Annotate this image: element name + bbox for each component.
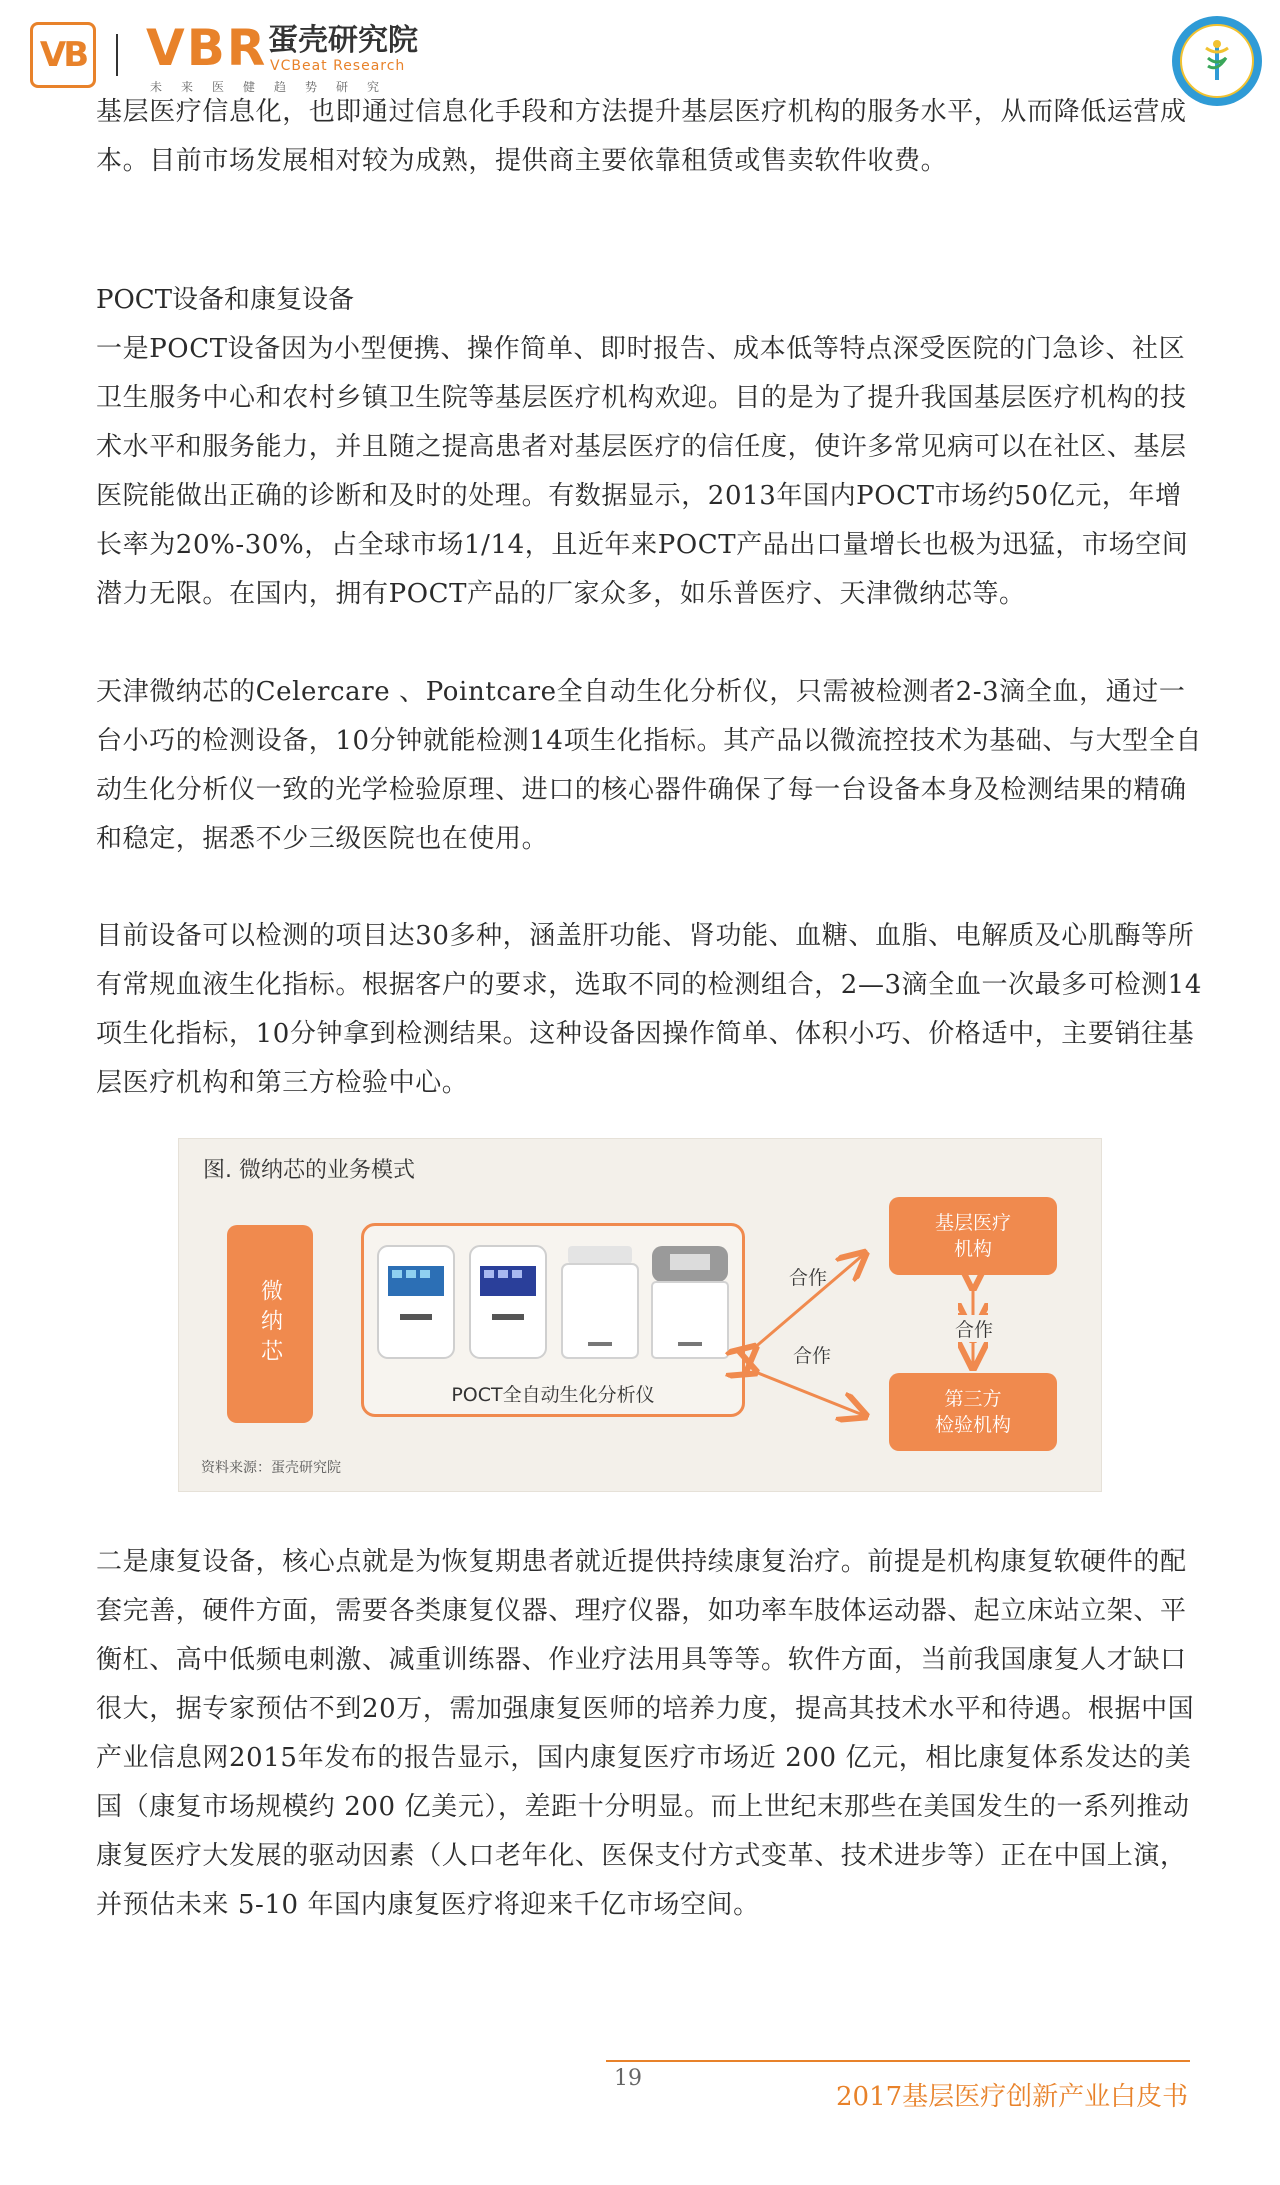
paragraph-poct: 一是POCT设备因为小型便携、操作简单、即时报告、成本低等特点深受医院的门急诊、社区卫生服务中心和农村乡镇卫生院等基层医疗机构欢迎。目的是为了提升我国基层医疗机构的技术水平和服务能力，并且随之提高患者对基层医疗的信任度，使许多常见病可以在社区、基层医院能做出正确的诊断和及时的处理。有数据显示，2013年国内POCT市场约50亿元，年增长率为20%-30%，占全球市场1/14，且近年来POCT产品出口量增长也极为迅猛，市场空间潜力无限。在国内，拥有POCT产品的厂家众多，如乐普医疗、天津微纳芯等。 bbox=[96, 334, 1189, 609]
arrow-label-top: 合作 bbox=[789, 1267, 828, 1289]
figure-title: 图. 微纳芯的业务模式 bbox=[203, 1158, 415, 1183]
primary-care-institution-box bbox=[889, 1197, 1057, 1275]
figure-source: 资料来源：蛋壳研究院 bbox=[201, 1460, 341, 1476]
brand-name-en: VCBeat Research bbox=[270, 58, 406, 74]
paragraph-rehabilitation: 二是康复设备，核心点就是为恢复期患者就近提供持续康复治疗。前提是机构康复软硬件的配套完善，硬件方面，需要各类康复仪器、理疗仪器，如功率车肢体运动器、起立床站立架、平衡杠、高中低频电刺激、减重训练器、作业疗法用具等等。软件方面，当前我国康复人才缺口很大，据专家预估不到20万，需加强康复医师的培养力度，提高其技术水平和待遇。根据中国产业信息网2015年发布的报告显示，国内康复医疗市场近 200 亿元，相比康复体系发达的美国（康复市场规模约 200 亿美元），差距十分明显。而上世纪末那些在美国发生的一系列推动康复医疗大发展的驱动因素（人口老年化、医保支付方式变革、技术进步等）正在中国上演，并预估未来 5-10 年国内康复医疗将迎来千亿市场空间。 bbox=[96, 1547, 1195, 1920]
paragraph-weinaxin: 天津微纳芯的Celercare 、Pointcare全自动生化分析仪，只需被检测者2-3滴全血，通过一台小巧的检测设备，10分钟就能检测14项生化指标。其产品以微流控技术为基础、与大型全自动生化分析仪一致的光学检验原理、进口的核心器件确保了每一台设备本身及检测结果的精确和稳定，据悉不少三级医院也在使用。 bbox=[96, 677, 1202, 854]
paragraph-informatization: 基层医疗信息化，也即通过信息化手段和方法提升基层医疗机构的服务水平，从而降低运营成本。目前市场发展相对较为成熟，提供商主要依靠租赁或售卖软件收费。 bbox=[96, 97, 1187, 176]
brand-tagline: 未来医健趋势研究 bbox=[150, 80, 399, 94]
paragraph-testing-items: 目前设备可以检测的项目达30多种，涵盖肝功能、肾功能、血糖、血脂、电解质及心肌酶等所有常规血液生化指标。根据客户的要求，选取不同的检测组合，2—3滴全血一次最多可检测14项生化指标，10分钟拿到检测结果。这种设备因操作简单、体积小巧、价格适中，主要销往基层医疗机构和第三方检验中心。 bbox=[96, 921, 1202, 1098]
section-subheading: POCT设备和康复设备 bbox=[96, 285, 355, 315]
vcbeat-logo: VB bbox=[30, 22, 96, 88]
box-line: 基层医疗 bbox=[934, 1212, 1011, 1234]
seal-inner bbox=[1180, 24, 1254, 98]
arrow-label-vertical: 合作 bbox=[955, 1315, 993, 1342]
header-divider bbox=[116, 34, 118, 76]
footer-doc-title: 2017基层医疗创新产业白皮书 bbox=[836, 2082, 1189, 2112]
box-line: 机构 bbox=[953, 1238, 992, 1260]
third-party-lab-box bbox=[889, 1373, 1057, 1451]
vbr-logo-mark: VBR bbox=[146, 19, 268, 77]
page-number: 19 bbox=[614, 2066, 642, 2091]
brand-name-cn: 蛋壳研究院 bbox=[268, 23, 418, 58]
arrow-label-bottom: 合作 bbox=[793, 1345, 832, 1367]
device-group-label: POCT全自动生化分析仪 bbox=[451, 1384, 655, 1406]
business-model-figure bbox=[178, 1138, 1102, 1492]
caduceus-icon bbox=[1194, 38, 1240, 84]
footer-rule bbox=[606, 2060, 1190, 2062]
weinaxin-box: 微纳芯 bbox=[227, 1225, 313, 1423]
box-line: 检验机构 bbox=[934, 1414, 1011, 1436]
box-line: 第三方 bbox=[944, 1388, 1002, 1410]
